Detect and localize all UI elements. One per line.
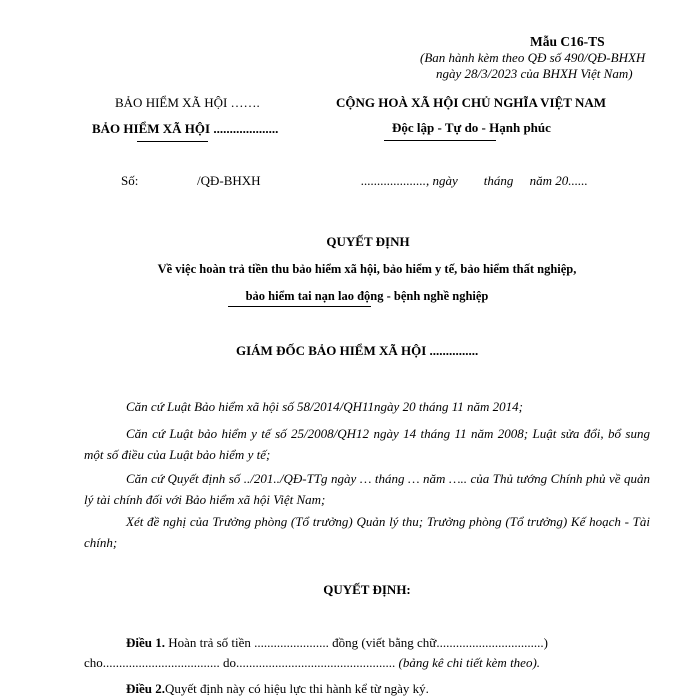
decision-subject-line2: bảo hiểm tai nạn lao động - bệnh nghề nghiệp [245, 289, 489, 303]
agency-underline [137, 141, 208, 142]
subject-underline [228, 306, 371, 307]
agency-parent: BẢO HIỂM XÃ HỘI ……. [115, 95, 260, 110]
article-2 [126, 681, 429, 697]
agency-name: BẢO HIỂM XÃ HỘI .................... [92, 121, 279, 136]
article-1 [126, 635, 548, 651]
doc-number-suffix: /QĐ-BHXH [197, 173, 261, 188]
article-1-note: (bảng kê chi tiết kèm theo). [398, 655, 541, 670]
form-issued-line2: ngày 28/3/2023 của BHXH Việt Nam) [436, 66, 633, 81]
basis-health-insurance-law: Căn cứ Luật bảo hiểm y tế số 25/2008/QH12 ngày 14 tháng 11 năm 2008; Luật sửa đổi, bổ sung một số điều của Luật bảo hiểm y tế; [84, 426, 650, 462]
nation-motto: Độc lập - Tự do - Hạnh phúc [392, 120, 551, 135]
motto-underline [384, 140, 496, 141]
article-2-label: Điều 2. [126, 681, 165, 696]
authority-line: GIÁM ĐỐC BẢO HIỂM XÃ HỘI ............... [236, 343, 479, 358]
decision-title: QUYẾT ĐỊNH [326, 234, 410, 249]
form-code: Mẫu C16-TS [530, 34, 605, 49]
basis-prime-minister-decision: Căn cứ Quyết định số ../201../QĐ-TTg ngày … tháng … năm ….. của Thủ tướng Chính phủ về quản lý tài chính đối với Bảo hiểm xã hội Việt Nam; [84, 471, 650, 507]
nation-title: CỘNG HOÀ XÃ HỘI CHỦ NGHĨA VIỆT NAM [336, 95, 607, 110]
basis-proposal: Xét đề nghị của Trưởng phòng (Tổ trưởng) Quản lý thu; Trưởng phòng (Tổ trưởng) Kế hoạch - Tài chính; [84, 514, 650, 550]
doc-date-line: ...................., ngày tháng năm 20...... [361, 173, 588, 188]
doc-number-label: Số: [121, 173, 139, 188]
article-2-text: Quyết định này có hiệu lực thi hành kể từ ngày ký. [165, 681, 429, 696]
article-1-continuation [84, 655, 540, 671]
article-1-line1: Hoàn trả số tiền ....................... đồng (viết bằng chữ.................................) [168, 635, 548, 650]
basis-social-insurance-law: Căn cứ Luật Bảo hiểm xã hội số 58/2014/QH11ngày 20 tháng 11 năm 2014; [126, 399, 523, 414]
decision-subject-line1: Về việc hoàn trả tiền thu bảo hiểm xã hội, bảo hiểm y tế, bảo hiểm thất nghiệp, [157, 262, 577, 276]
article-1-label: Điều 1. [126, 635, 165, 650]
article-1-line2: cho.................................... do................................................. [84, 655, 396, 670]
form-issued-line1: (Ban hành kèm theo QĐ số 490/QĐ-BHXH [420, 50, 646, 65]
decision-heading: QUYẾT ĐỊNH: [323, 582, 411, 597]
